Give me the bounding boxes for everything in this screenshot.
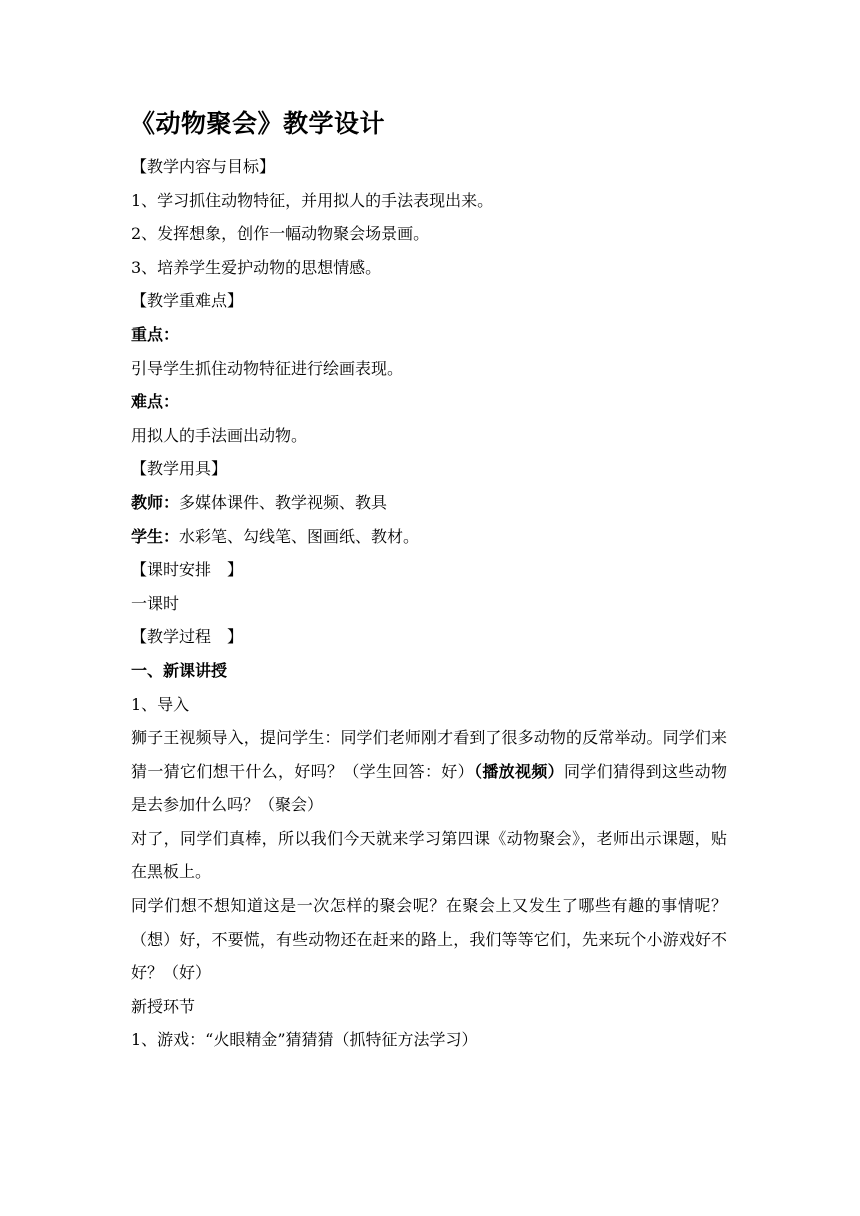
game-line: 1、游戏：“火眼精金”猜猜猜（抓特征方法学习） xyxy=(131,1030,478,1050)
teacher-tools-line xyxy=(131,486,727,520)
new-section-label: 新授环节 xyxy=(131,996,196,1016)
section-heading-tools: 【教学用具】 xyxy=(131,459,228,479)
goal-item-1: 1、学习抓住动物特征，并用拟人的手法表现出来。 xyxy=(131,190,494,210)
intro-heading: 1、导入 xyxy=(131,694,190,714)
student-label: 学生： xyxy=(131,526,180,546)
intro-paragraph-1-part-2: 同学们猜得到这些动物是去参加什么吗？（聚会） xyxy=(131,761,727,815)
section-heading-schedule: 【课时安排 】 xyxy=(131,560,244,580)
student-tools-line xyxy=(131,520,727,554)
intro-paragraph-2: 对了，同学们真棒，所以我们今天就来学习第四课《动物聚会》，老师出示课题，贴在黑板上。 xyxy=(131,828,727,882)
intro-paragraph-3: 同学们想不想知道这是一次怎样的聚会呢？在聚会上又发生了哪些有趣的事情呢？（想）好，不要慌，有些动物还在赶来的路上，我们等等它们，先来玩个小游戏好不好？（好） xyxy=(131,896,727,983)
goal-item-2: 2、发挥想象，创作一幅动物聚会场景画。 xyxy=(131,224,430,244)
intro-paragraph-1-part-1: 狮子王视频导入，提问学生：同学们老师刚才看到了很多动物的反常举动。同学们来猜一猜它们想干什么，好吗？（学生回答：好） xyxy=(131,728,727,781)
intro-paragraph-1 xyxy=(131,721,727,822)
key-point-label: 重点： xyxy=(131,324,180,344)
teacher-label: 教师： xyxy=(131,492,180,512)
new-lesson-heading: 一、新课讲授 xyxy=(131,660,228,680)
document-body xyxy=(131,150,727,1057)
document-title: 《动物聚会》教学设计 xyxy=(130,109,386,138)
difficulty-label: 难点： xyxy=(131,392,180,412)
difficulty-text: 用拟人的手法画出动物。 xyxy=(131,425,308,445)
schedule-text: 一课时 xyxy=(131,593,180,613)
teacher-text: 多媒体课件、教学视频、教具 xyxy=(179,492,388,512)
key-point-text: 引导学生抓住动物特征进行绘画表现。 xyxy=(131,358,404,378)
section-heading-content-goals: 【教学内容与目标】 xyxy=(131,157,276,176)
intro-paragraph-1-bold: （播放视频） xyxy=(473,761,564,781)
student-text: 水彩笔、勾线笔、图画纸、教材。 xyxy=(179,526,420,546)
goal-item-3: 3、培养学生爱护动物的思想情感。 xyxy=(131,257,382,277)
section-heading-process: 【教学过程 】 xyxy=(131,627,244,647)
section-heading-key-points: 【教学重难点】 xyxy=(131,291,244,311)
